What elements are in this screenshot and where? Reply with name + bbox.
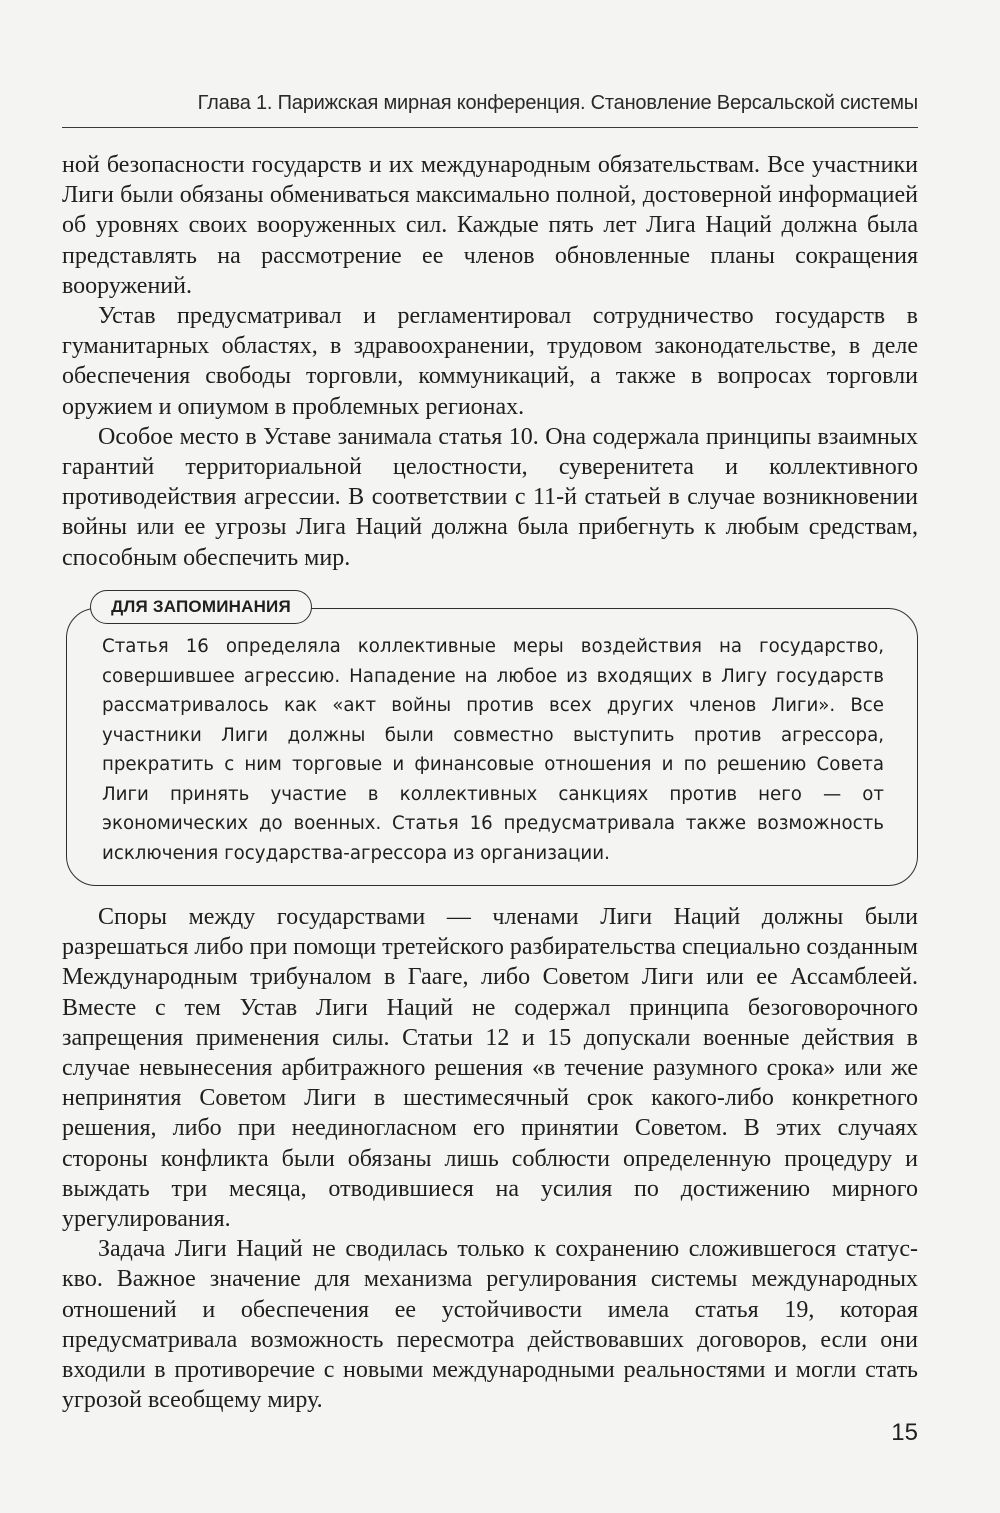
- page-number: 15: [891, 1419, 918, 1446]
- running-header: Глава 1. Парижская мирная конференция. Становление Версальской системы: [197, 92, 918, 114]
- paragraph: Споры между государствами — членами Лиги Наций должны были разрешаться либо при помощи третейского разбирательства специально созданным Международным трибуналом в Гааге, либо Советом Лиги или ее Ассамблеей. Вместе с тем Устав Лиги Наций не содержал принципа безоговорочного запрещения применения силы. Статьи 12 и 15 допускали военные действия в случае невынесения арбитражного решения «в течение разумного срока» или же непринятия Советом Лиги в шестимесячный срок какого-либо конкретного решения, либо при неединогласном его принятии Советом. В этих случаях стороны конфликта были обязаны лишь соблюсти определенную процедуру и выждать три месяца, отводившиеся на усилия по достижению мирного урегулирования.: [62, 904, 918, 1233]
- paragraph: Особое место в Уставе занимала статья 10. Она содержала принципы взаимных гарантий территориальной целостности, суверенитета и коллективного противодействия агрессии. В соответствии с 11-й статьей в случае возникновении войны или ее угрозы Лига Наций должна была прибегнуть к любым средствам, способным обеспечить мир.: [62, 423, 918, 571]
- body-text-bottom: [62, 902, 918, 1415]
- body-text-top: [62, 150, 918, 573]
- memo-label: ДЛЯ ЗАПОМИНАНИЯ: [90, 590, 312, 624]
- paragraph: ной безопасности государств и их международным обязательствам. Все участники Лиги были обязаны обмениваться максимально полной, достоверной информацией об уровнях своих вооруженных сил. Каждые пять лет Лига Наций должна была представлять на рассмотрение ее членов обновленные планы сокращения вооружений.: [62, 152, 918, 299]
- paragraph: Устав предусматривал и регламентировал сотрудничество государств в гуманитарных областях, в здравоохранении, трудовом законодательстве, в деле обеспечения свободы торговли, коммуникаций, а также в вопросах торговли оружием и опиумом в проблемных регионах.: [62, 303, 918, 420]
- memo-text: Статья 16 определяла коллективные меры воздействия на государство, совершившее агрессию. Нападение на любое из входящих в Лигу государств рассматривалось как «акт войны против всех других членов Лиги». Все участники Лиги должны были совместно выступить против агрессора, прекратить с ним торговые и финансовые отношения и по решению Совета Лиги принять участие в коллективных санкциях против него — от экономических до военных. Статья 16 предусматривала также возможность исключения государства-агрессора из организации.: [102, 636, 884, 864]
- paragraph: Задача Лиги Наций не сводилась только к сохранению сложившегося статус-кво. Важное значение для механизма регулирования системы международных отношений и обеспечения ее устойчивости имела статья 19, которая предусматривала возможность пересмотра действовавших договоров, если они входили в противоречие с новыми международными реальностями и могли стать угрозой всеобщему миру.: [62, 1236, 918, 1414]
- header-rule: [62, 127, 918, 128]
